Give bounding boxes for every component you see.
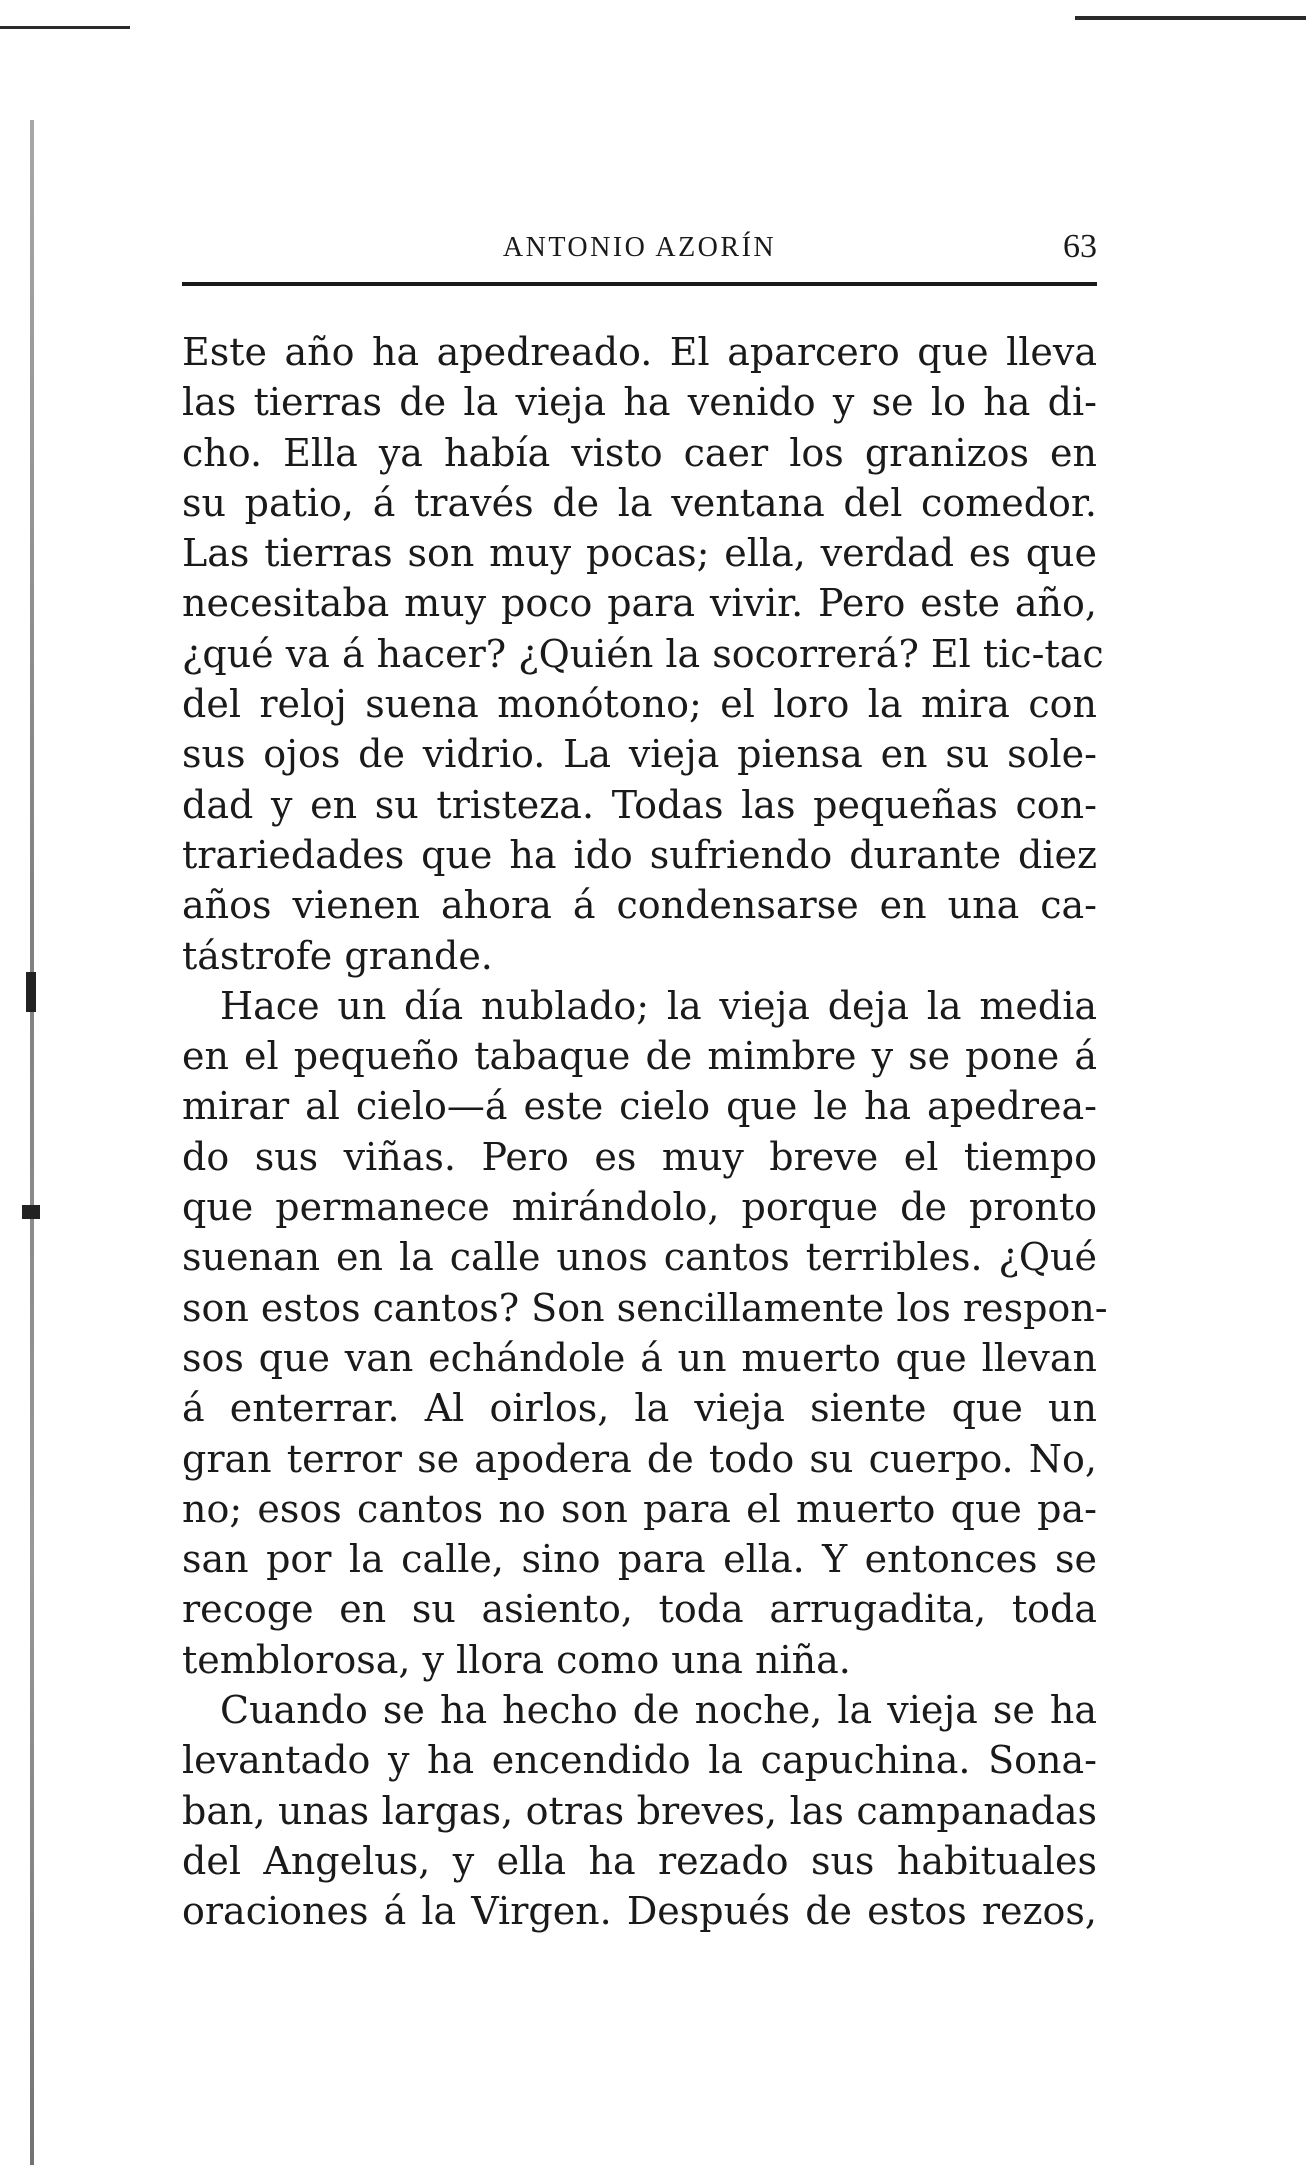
header-rule <box>182 282 1097 286</box>
text-line: del reloj suena monótono; el loro la mira con <box>182 682 1097 727</box>
text-line: ban, unas largas, otras breves, las campanadas <box>182 1788 1097 1833</box>
text-line: do sus viñas. Pero es muy breve el tiempo <box>182 1134 1097 1179</box>
text-line: san por la calle, sino para ella. Y entonces se <box>182 1537 1097 1582</box>
text-line: ¿qué va á hacer? ¿Quién la socorrerá? El tic-tac <box>182 631 1104 676</box>
running-header <box>182 226 1097 274</box>
text-line: Las tierras son muy pocas; ella, verdad es que <box>182 531 1097 576</box>
text-line: son estos cantos? Son sencillamente los respon- <box>182 1285 1108 1330</box>
text-line: que permanece mirándolo, porque de pronto <box>182 1185 1097 1230</box>
text-line: Hace un día nublado; la vieja deja la media <box>220 983 1097 1028</box>
text-line: á enterrar. Al oirlos, la vieja siente que un <box>182 1386 1097 1431</box>
text-line: años vienen ahora á condensarse en una ca- <box>182 883 1097 928</box>
text-line: trariedades que ha ido sufriendo durante diez <box>182 832 1097 877</box>
page-number: 63 <box>1063 228 1097 265</box>
text-line: en el pequeño tabaque de mimbre y se pone á <box>182 1034 1097 1079</box>
text-line: Cuando se ha hecho de noche, la vieja se ha <box>220 1688 1097 1733</box>
text-line: necesitaba muy poco para vivir. Pero este año, <box>182 581 1097 626</box>
text-line: las tierras de la vieja ha venido y se lo ha di- <box>182 380 1097 425</box>
text-line: temblorosa, y llora como una niña. <box>182 1637 851 1682</box>
text-line: tástrofe grande. <box>182 933 493 978</box>
text-line: su patio, á través de la ventana del comedor. <box>182 480 1097 525</box>
body-text <box>182 327 1108 1937</box>
text-line: Este año ha apedreado. El aparcero que lleva <box>182 330 1097 374</box>
scan-binding-mark <box>22 1205 40 1219</box>
scan-binding-mark <box>26 972 36 1012</box>
scan-edge-mark-top-left <box>0 26 130 29</box>
text-line: gran terror se apodera de todo su cuerpo. No, <box>182 1436 1097 1481</box>
text-line: levantado y ha encendido la capuchina. Sona- <box>182 1738 1097 1783</box>
running-title: ANTONIO AZORÍN <box>502 232 777 263</box>
text-line: dad y en su tristeza. Todas las pequeñas con- <box>182 782 1097 827</box>
text-line: sos que van echándole á un muerto que llevan <box>182 1335 1097 1380</box>
text-line: suenan en la calle unos cantos terribles. ¿Qué <box>182 1235 1097 1280</box>
text-line: sus ojos de vidrio. La vieja piensa en su sole- <box>182 732 1097 777</box>
text-line: del Angelus, y ella ha rezado sus habituales <box>182 1838 1097 1883</box>
scan-binding-edge <box>30 120 34 2165</box>
text-line: mirar al cielo—á este cielo que le ha apedrea- <box>182 1084 1097 1129</box>
scan-edge-mark-top-right <box>1075 16 1306 20</box>
text-line: oraciones á la Virgen. Después de estos rezos, <box>182 1889 1097 1934</box>
text-line: recoge en su asiento, toda arrugadita, toda <box>182 1587 1097 1632</box>
text-line: no; esos cantos no son para el muerto que pa- <box>182 1486 1097 1531</box>
text-line: cho. Ella ya había visto caer los granizos en <box>182 430 1097 475</box>
